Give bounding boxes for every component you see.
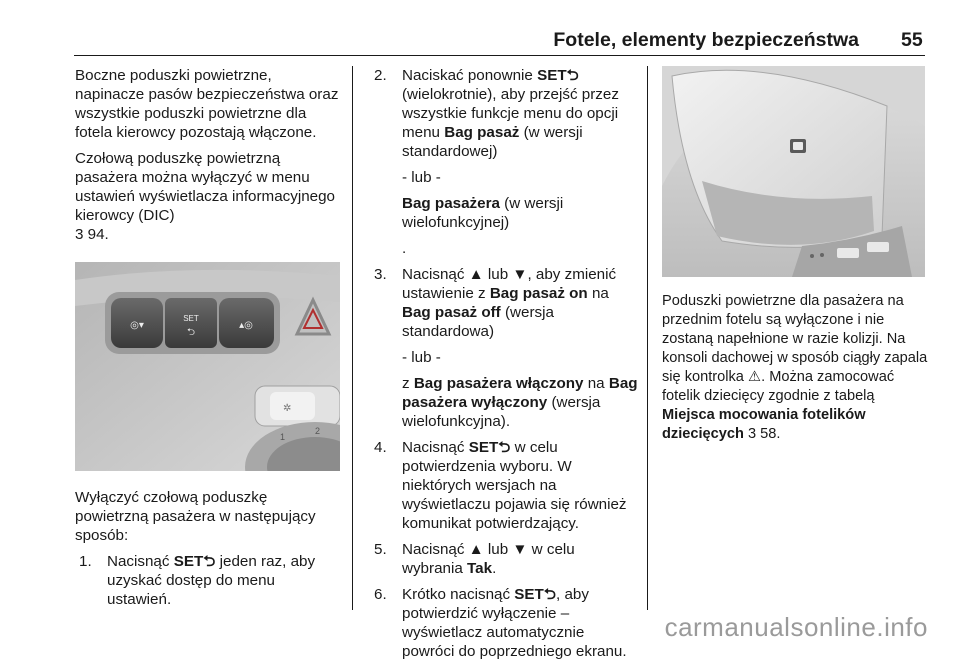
return-arrow-icon: ⮌ (566, 67, 579, 84)
step-3: 3. Nacisnąć ▲ lub ▼, aby zmienić ustawienie z Bag pasaż on na Bag pasaż off (wersja standardowa) - lub - z Bag pasażera włączony na Bag pasażera wyłączony (wersja wielofunkcyjna). (374, 266, 638, 430)
step-1: 1. Nacisnąć SET⮌ jeden raz, aby uzyskać dostęp do menu ustawień. (79, 553, 316, 608)
paragraph-disable-info: Czołową poduszkę powietrzną pasażera można wyłączyć w menu ustawień wyświetlacza informacyjnego kierowcy (DIC) 3 94. (75, 150, 335, 243)
watermark: carmanualsonline.info (664, 612, 928, 642)
page-header (0, 0, 960, 56)
svg-text:▴◎: ▴◎ (239, 320, 253, 331)
svg-text:1: 1 (280, 432, 286, 442)
airbag-off-indicator-icon: ⚠ (748, 369, 762, 385)
step-5: 5. Nacisnąć ▲ lub ▼ w celu wybrania Tak. (374, 541, 575, 577)
figure-button-panel (75, 262, 340, 471)
page-reference[interactable]: 3 94. (75, 226, 109, 243)
column-divider-left (352, 66, 353, 610)
link-child-seat-table[interactable]: Miejsca mocowania fotelików dziecięcych (662, 407, 866, 442)
step-2: 2. Naciskać ponownie SET⮌ (wielokrotnie), aby przejść przez wszystkie funkcje menu do opcji menu Bag pasaż (w wersji standardowej) - lub - Bag pasażera (w wersji wielofunkcyjnej) . (374, 67, 619, 257)
page-reference[interactable]: 3 58. (748, 426, 781, 442)
svg-text:2: 2 (315, 426, 321, 436)
step-4: 4. Nacisnąć SET⮌ w celu potwierdzenia wyboru. W niektórych wersjach na wyświetlaczu pojawia się również komunikat potwierdzający. (374, 439, 627, 532)
paragraph-airbags-active: Boczne poduszki powietrzne, napinacze pasów bezpieczeństwa oraz wszystkie poduszki powietrzne dla fotela kierowcy pozostają włączone. (75, 67, 339, 141)
svg-text:◎▾: ◎▾ (130, 320, 144, 331)
paragraph-procedure-intro: Wyłączyć czołową poduszkę powietrzną pasażera w następujący sposób: (75, 489, 316, 544)
paragraph-airbag-off-info: Poduszki powietrzne dla pasażera na przednim fotelu są wyłączone i nie zostaną napełnione w razie kolizji. Na konsoli dachowej w sposób ciągły zapala się kontrolka ⚠. Można zamocować fotelik dziecięcy zgodnie z tabelą Miejsca mocowania fotelików dziecięcych 3 58. (662, 293, 928, 442)
column-1 (75, 66, 343, 251)
figure-overhead-console (662, 66, 925, 277)
page-number: 55 (901, 29, 923, 51)
svg-text:⮌: ⮌ (186, 327, 196, 338)
fig-set-label: SET (183, 314, 199, 323)
column-1-lower (75, 488, 343, 616)
column-divider-right (647, 66, 648, 610)
return-arrow-icon: ⮌ (498, 439, 511, 456)
column-3 (662, 292, 930, 451)
return-arrow-icon: ⮌ (543, 586, 557, 603)
step-6: 6. Krótko nacisnąć SET⮌, aby potwierdzić wyłączenie – wyświetlacz automatycznie powróci do poprzedniego ekranu. (374, 586, 627, 660)
header-rule (74, 55, 925, 56)
column-2 (370, 66, 638, 668)
return-arrow-icon: ⮌ (203, 553, 216, 570)
svg-text:✲: ✲ (283, 403, 292, 414)
section-title: Fotele, elementy bezpieczeństwa (553, 29, 859, 51)
